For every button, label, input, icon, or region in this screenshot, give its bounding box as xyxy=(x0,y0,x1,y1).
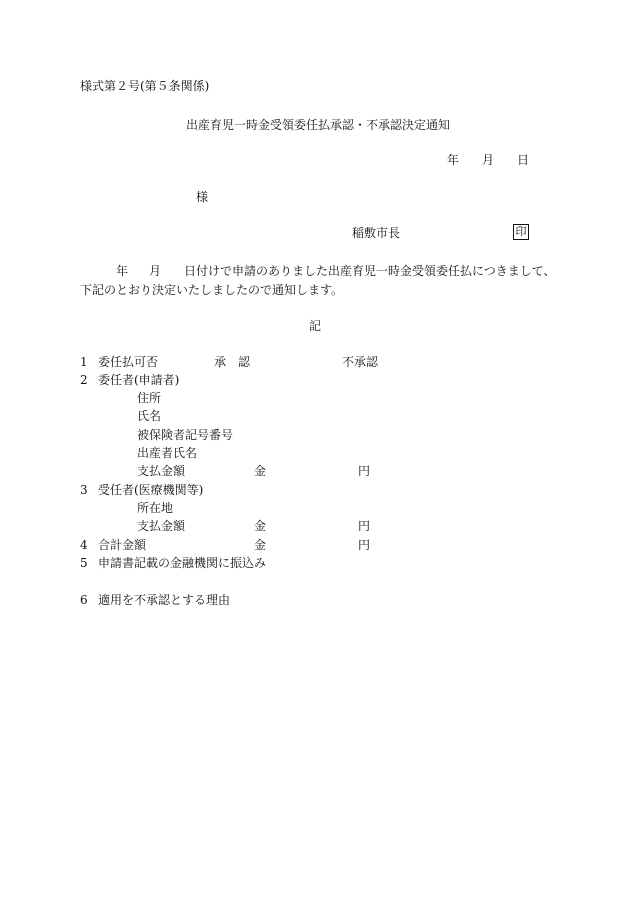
item-6-number: 6 xyxy=(80,593,88,607)
body-line-1: 日付けで申請のありました出産育児一時金受領委任払につきまして、 xyxy=(184,264,556,278)
item-2 xyxy=(80,372,179,388)
body-year: 年 xyxy=(116,264,129,278)
item-5 xyxy=(80,555,266,571)
item-2-yen-suffix: 円 xyxy=(358,464,371,478)
item-4 xyxy=(80,537,146,553)
item-4-yen-suffix: 円 xyxy=(358,538,371,552)
item-3-amount-label: 支払金額 xyxy=(137,519,186,533)
item-4-label: 合計金額 xyxy=(98,538,147,552)
item-5-label: 申請書記載の金融機関に振込み xyxy=(98,556,267,570)
addressee-suffix: 様 xyxy=(196,190,209,204)
ki-heading: 記 xyxy=(309,319,322,333)
date-day: 日 xyxy=(517,153,530,167)
date-year: 年 xyxy=(447,153,460,167)
seal-mark: 印 xyxy=(513,224,529,240)
issuer-name: 稲敷市長 xyxy=(352,226,401,240)
item-6 xyxy=(80,592,230,608)
body-month: 月 xyxy=(149,264,162,278)
item-1 xyxy=(80,354,158,370)
item-2-amount-label: 支払金額 xyxy=(137,464,186,478)
item-3-yen-suffix: 円 xyxy=(358,519,371,533)
item-3-number: 3 xyxy=(80,483,88,497)
item-6-label: 適用を不承認とする理由 xyxy=(98,593,231,607)
item-2-insured-number-label: 被保険者記号番号 xyxy=(137,428,234,442)
item-2-address-label: 住所 xyxy=(137,391,162,405)
approve-option: 承 認 xyxy=(214,355,251,369)
item-2-number: 2 xyxy=(80,373,88,387)
item-1-label: 委任払可否 xyxy=(98,355,159,369)
date-month: 月 xyxy=(482,153,495,167)
item-5-number: 5 xyxy=(80,556,88,570)
item-2-name-label: 氏名 xyxy=(137,409,162,423)
item-1-number: 1 xyxy=(80,355,88,369)
item-3 xyxy=(80,482,203,498)
item-2-label: 委任者(申請者) xyxy=(98,373,180,387)
item-2-mother-name-label: 出産者氏名 xyxy=(137,446,198,460)
disapprove-option: 不承認 xyxy=(342,355,379,369)
document-title: 出産育児一時金受領委任払承認・不承認決定通知 xyxy=(186,118,451,132)
item-4-yen-prefix: 金 xyxy=(254,538,267,552)
body-line-2: 下記のとおり決定いたしましたので通知します。 xyxy=(80,283,344,297)
item-4-number: 4 xyxy=(80,538,88,552)
item-3-yen-prefix: 金 xyxy=(254,519,267,533)
item-3-location-label: 所在地 xyxy=(137,501,174,515)
item-3-label: 受任者(医療機関等) xyxy=(98,483,204,497)
item-2-yen-prefix: 金 xyxy=(254,464,267,478)
form-number: 様式第２号(第５条関係) xyxy=(80,79,210,93)
